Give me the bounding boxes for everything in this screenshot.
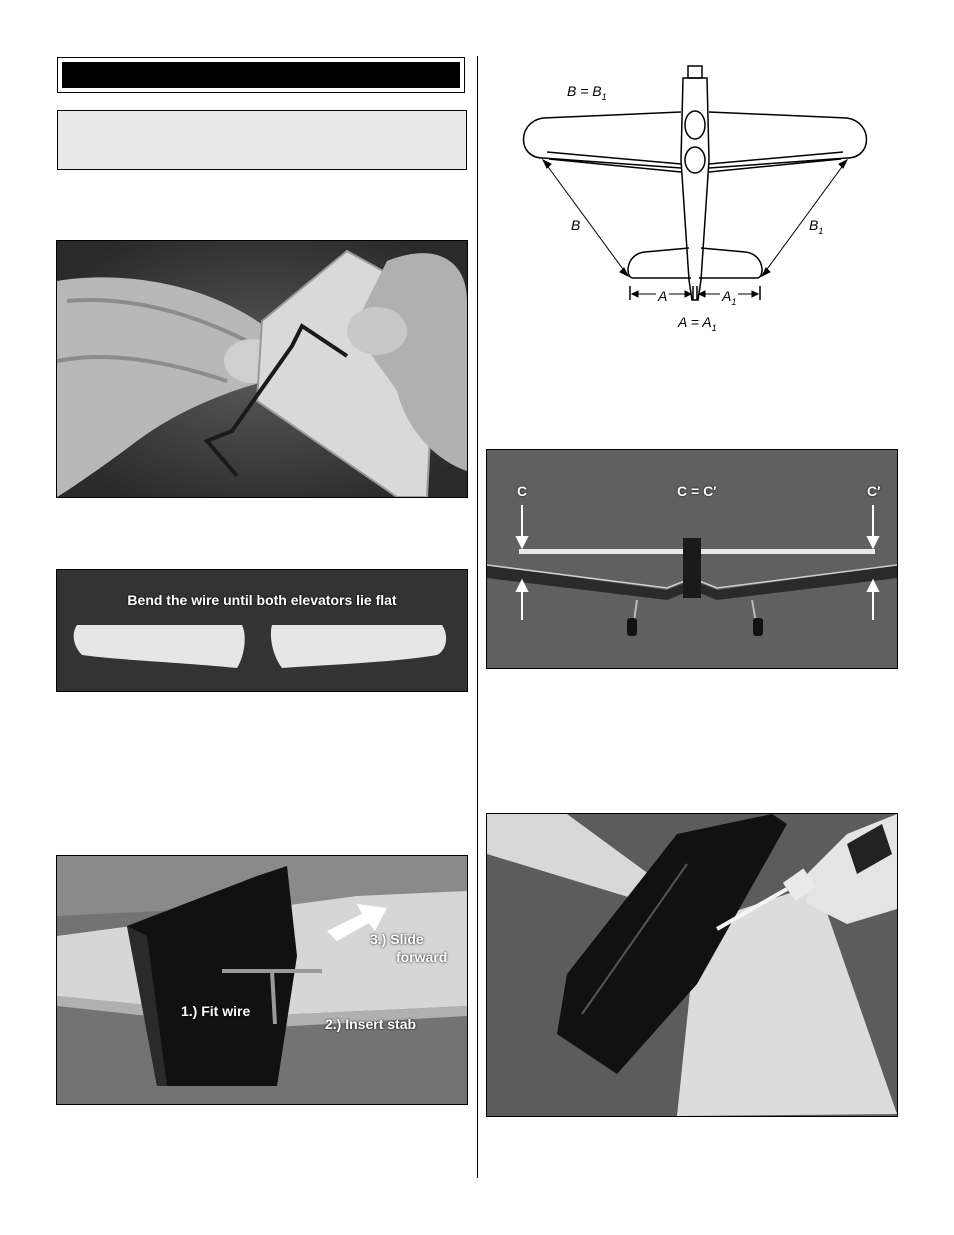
column-divider (477, 56, 478, 1178)
eq-a-label (678, 314, 717, 333)
photo-sanding-wire (56, 240, 468, 498)
photo-wing-alignment (486, 449, 898, 669)
photo-elevators-caption: Bend the wire until both elevators lie flat (127, 592, 397, 608)
photo-glue-stab-art (487, 814, 897, 1116)
eq-b-main: B = B (567, 83, 602, 99)
label-fit-wire: 1.) Fit wire (181, 1003, 251, 1019)
label-a1-wrap (720, 288, 738, 307)
label-a1: A (722, 288, 732, 304)
label-b1: B (809, 217, 819, 233)
plane-diagram-art (515, 60, 895, 340)
eq-b-label (567, 83, 607, 102)
label-a1-sub: 1 (731, 296, 737, 307)
photo-insert-stab-art (57, 856, 467, 1104)
plane-alignment-diagram (515, 60, 895, 340)
label-c-prime: C′ (867, 483, 881, 499)
label-b1-sub: 1 (818, 225, 824, 236)
section-header-bar (57, 57, 465, 93)
photo-elevators-art (57, 570, 467, 691)
label-c: C (517, 483, 528, 499)
photo-sanding-wire-art (57, 241, 467, 497)
label-a: A (658, 288, 668, 304)
label-b1-wrap (809, 217, 823, 236)
label-c-equals: C = C′ (677, 483, 717, 499)
label-insert-stab: 2.) Insert stab (325, 1016, 417, 1032)
eq-a-sub: 1 (711, 322, 717, 333)
label-forward: forward (396, 949, 448, 965)
label-slide: 3.) Slide (370, 931, 424, 947)
eq-b-sub: 1 (601, 91, 607, 102)
section-header-fill (62, 62, 460, 88)
photo-elevators (56, 569, 468, 692)
label-b: B (571, 217, 581, 233)
eq-a-main: A = A (678, 314, 712, 330)
photo-glue-stab (486, 813, 898, 1117)
note-box (57, 110, 467, 170)
photo-insert-stab (56, 855, 468, 1105)
